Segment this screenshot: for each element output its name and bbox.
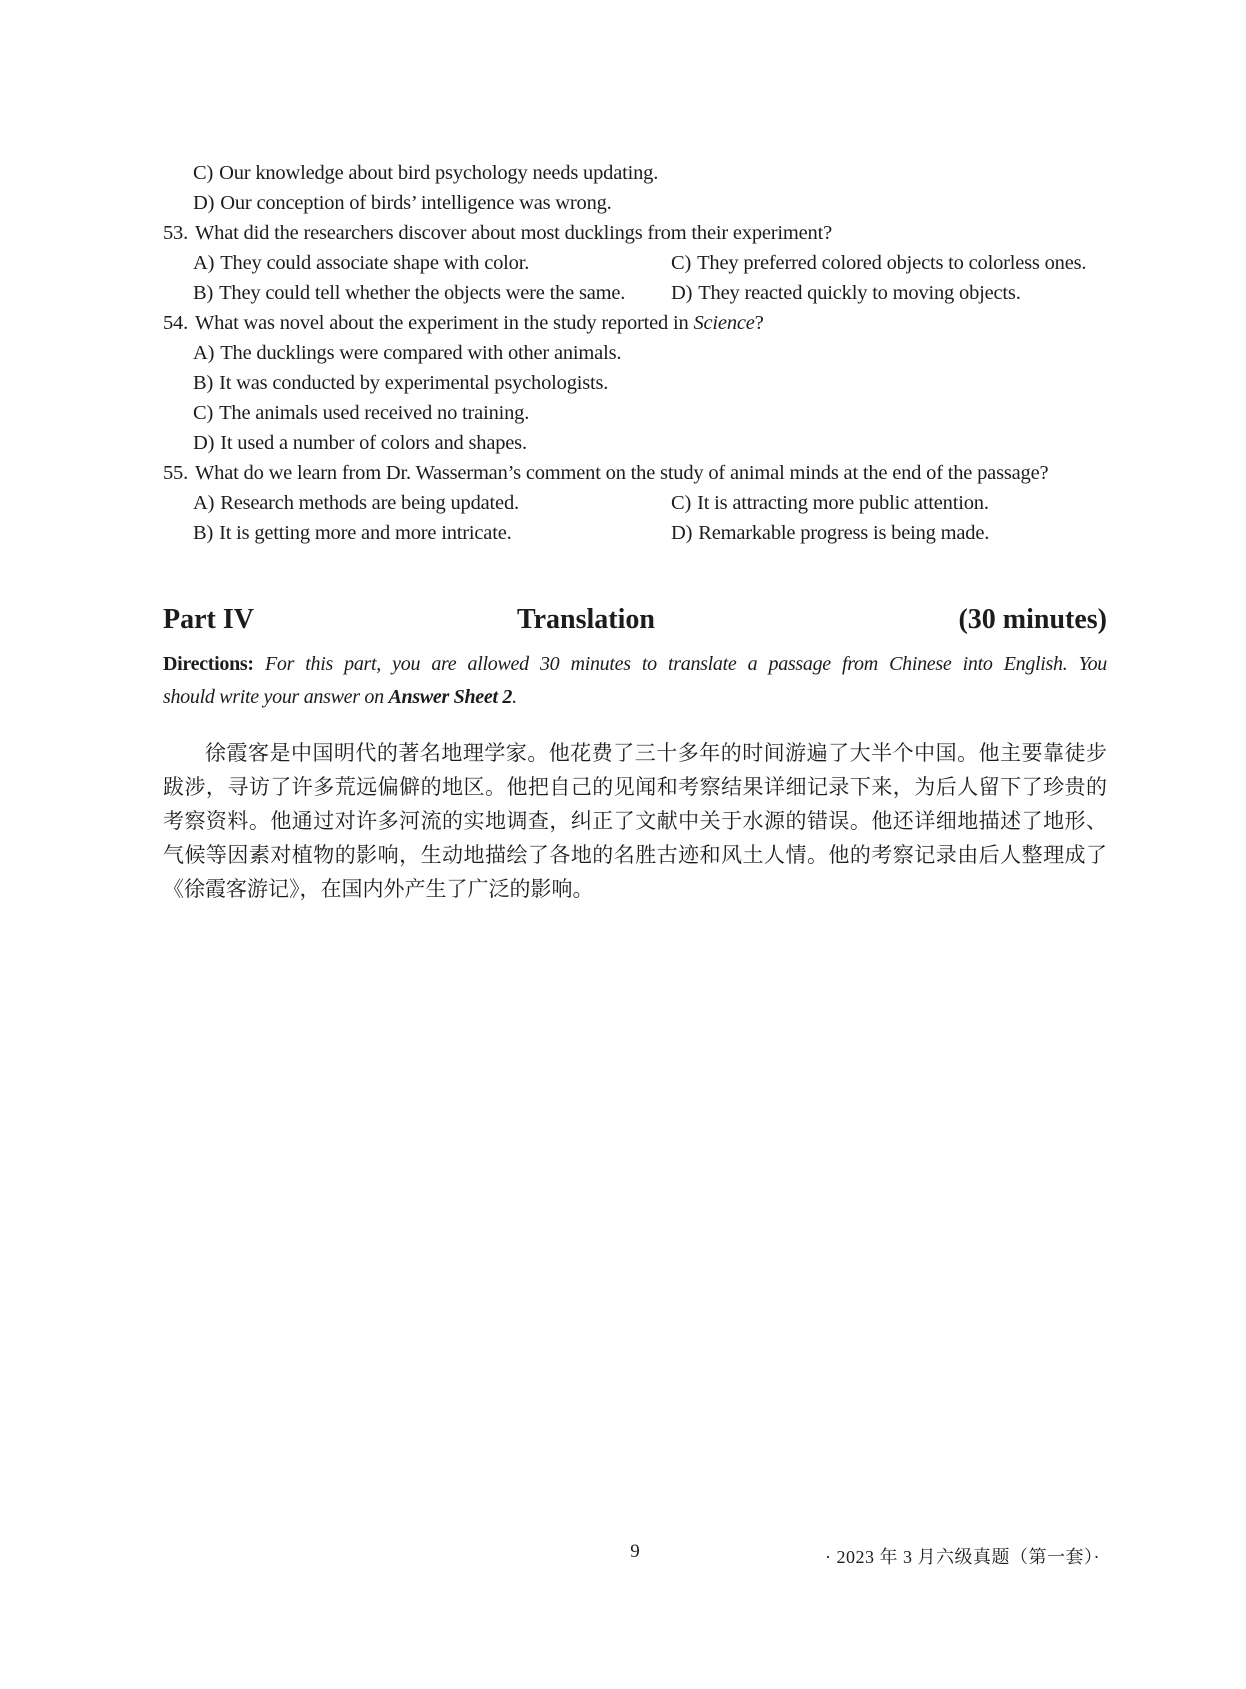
- option-label: C): [671, 252, 692, 274]
- option-row: [671, 248, 1107, 278]
- option-label: C): [671, 492, 692, 514]
- question-54-stem: [163, 308, 1107, 338]
- question-text: What did the researchers discover about most ducklings from their experiment?: [195, 222, 832, 244]
- option-label: A): [193, 342, 215, 364]
- question-53-stem: [163, 218, 1107, 248]
- option-label: D): [671, 282, 693, 304]
- passage-line: 《徐霞客游记》，在国内外产生了广泛的影响。: [163, 877, 594, 901]
- option-text: They could tell whether the objects were the same.: [219, 282, 626, 304]
- option-text: The ducklings were compared with other animals.: [220, 342, 622, 364]
- passage-line: 徐霞客是中国明代的著名地理学家。他花费了三十多年的时间游遍了大半个中国。他主要靠徒步: [205, 741, 1107, 765]
- option-text: It is getting more and more intricate.: [219, 522, 512, 544]
- option-label: B): [193, 522, 214, 544]
- question-text: What do we learn from Dr. Wasserman’s comment on the study of animal minds at the end of the passage?: [195, 462, 1049, 484]
- passage-line: 考察资料。他通过对许多河流的实地调查，纠正了文献中关于水源的错误。他还详细地描述了地形、: [163, 809, 1107, 833]
- option-row: [163, 158, 1107, 188]
- journal-name: Science: [693, 312, 755, 334]
- option-row: [163, 398, 1107, 428]
- option-text: It used a number of colors and shapes.: [220, 432, 527, 454]
- option-text: Remarkable progress is being made.: [698, 522, 990, 544]
- option-row: [671, 488, 1107, 518]
- directions-text-end: .: [512, 686, 517, 708]
- question-number: 55.: [163, 462, 189, 484]
- question-text: What was novel about the experiment in the study reported in: [195, 312, 694, 334]
- option-text: It was conducted by experimental psychologists.: [219, 372, 609, 394]
- option-label: D): [193, 192, 215, 214]
- option-label: A): [193, 252, 215, 274]
- option-text: They preferred colored objects to colorless ones.: [697, 252, 1087, 274]
- option-label: B): [193, 282, 214, 304]
- option-row: [193, 518, 671, 548]
- option-row: [193, 248, 671, 278]
- question-text-end: ?: [754, 312, 764, 334]
- translation-passage: [163, 736, 1107, 906]
- question-number: 54.: [163, 312, 189, 334]
- answer-sheet-ref: Answer Sheet 2: [388, 686, 513, 708]
- page-number: 9: [630, 1541, 640, 1562]
- directions-line-2: [163, 681, 1107, 714]
- option-row: [193, 488, 671, 518]
- directions-text: should write your answer on: [163, 686, 389, 708]
- option-label: D): [671, 522, 693, 544]
- option-row: [671, 278, 1107, 308]
- passage-line: 气候等因素对植物的影响，生动地描绘了各地的名胜古迹和风土人情。他的考察记录由后人整理成了: [163, 843, 1107, 867]
- question-55-options: [163, 488, 1107, 548]
- page-content: [163, 158, 1107, 906]
- option-row: [163, 368, 1107, 398]
- question-53-options: [163, 248, 1107, 308]
- option-label: D): [193, 432, 215, 454]
- directions: [163, 648, 1107, 714]
- question-number: 53.: [163, 222, 189, 244]
- footer-edition-note: · 2023 年 3 月六级真题（第一套）·: [825, 1547, 1100, 1567]
- part-label: Part IV: [163, 604, 254, 635]
- option-label: A): [193, 492, 215, 514]
- directions-line-1: [163, 648, 1107, 681]
- directions-text: For this part, you are allowed 30 minutes to translate a passage from Chinese into English. You: [264, 653, 1108, 675]
- option-text: It is attracting more public attention.: [697, 492, 989, 514]
- option-text: They could associate shape with color.: [220, 252, 530, 274]
- option-label: C): [193, 402, 214, 424]
- section-title: Translation: [517, 604, 655, 635]
- option-text: They reacted quickly to moving objects.: [698, 282, 1021, 304]
- question-55-stem: [163, 458, 1107, 488]
- option-row: [193, 278, 671, 308]
- directions-label: Directions:: [163, 653, 254, 675]
- option-row: [163, 188, 1107, 218]
- option-label: B): [193, 372, 214, 394]
- option-text: Research methods are being updated.: [220, 492, 519, 514]
- option-text: The animals used received no training.: [219, 402, 530, 424]
- option-label: C): [193, 162, 214, 184]
- section-duration: (30 minutes): [958, 604, 1107, 635]
- part4-header: [163, 604, 1107, 646]
- option-text: Our conception of birds’ intelligence was wrong.: [220, 192, 612, 214]
- option-text: Our knowledge about bird psychology needs updating.: [219, 162, 659, 184]
- option-row: [163, 428, 1107, 458]
- option-row: [163, 338, 1107, 368]
- passage-line: 跋涉，寻访了许多荒远偏僻的地区。他把自己的见闻和考察结果详细记录下来，为后人留下了珍贵的: [163, 775, 1107, 799]
- option-row: [671, 518, 1107, 548]
